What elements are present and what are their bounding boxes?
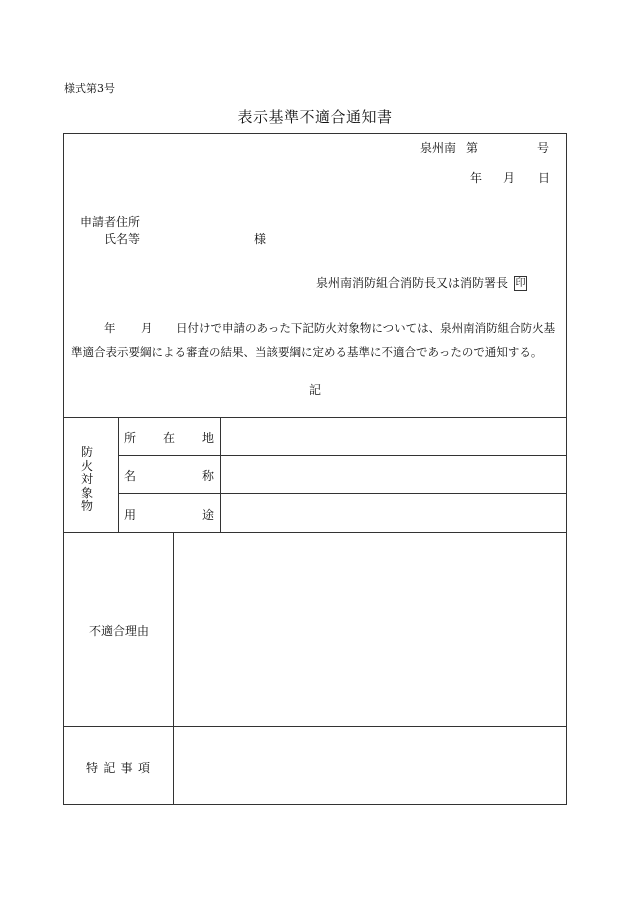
row-location-char: 在 <box>162 431 175 445</box>
document-title: 表示基準不適合通知書 <box>237 108 393 126</box>
special-notes-char: 記 <box>103 761 116 775</box>
applicant-address-label: 申請者住所 <box>80 215 141 229</box>
notice-line1: 日付けで申請のあった下記防火対象物については、泉州南消防組合防火基 <box>176 321 556 335</box>
special-notes-label <box>86 759 150 776</box>
number-go: 号 <box>537 141 550 155</box>
divider-notes-top <box>63 726 567 727</box>
row-location-label <box>124 429 214 446</box>
reason-label: 不適合理由 <box>89 624 150 638</box>
honorific-sama: 様 <box>254 232 267 246</box>
row-name-char: 名 <box>124 469 137 483</box>
row-location-char: 地 <box>201 431 214 445</box>
special-notes-char: 事 <box>120 761 133 775</box>
sender-name: 泉州南消防組合消防長又は消防署長 <box>316 276 509 290</box>
number-dai: 第 <box>466 141 479 155</box>
issuer-prefix: 泉州南 <box>420 141 457 155</box>
sender <box>316 274 527 291</box>
divider-label-col <box>220 417 221 532</box>
special-notes-char: 特 <box>86 761 99 775</box>
applicant-name-label: 氏名等 <box>104 232 141 246</box>
divider-reason-col <box>173 532 174 805</box>
special-notes-char: 項 <box>137 761 150 775</box>
divider-reason-top <box>63 532 567 533</box>
divider-group-col <box>118 417 119 532</box>
seal-mark: 印 <box>515 278 526 289</box>
row-location-char: 所 <box>124 431 137 445</box>
date-day: 日 <box>538 171 551 185</box>
property-group-label: 防火対象物 <box>80 445 93 513</box>
form-number: 様式第3号 <box>64 82 115 95</box>
ki-mark: 記 <box>309 383 322 397</box>
row-use-label <box>124 506 214 523</box>
divider-row-1 <box>118 455 567 456</box>
notice-line2: 準適合表示要綱による審査の結果、当該要綱に定める基準に不適合であったので通知する。 <box>71 345 543 359</box>
row-use-char: 用 <box>124 508 137 522</box>
date-month: 月 <box>503 171 516 185</box>
date-year: 年 <box>470 171 483 185</box>
notice-year: 年 <box>104 321 116 335</box>
row-name-char: 称 <box>201 469 214 483</box>
row-name-label <box>124 467 214 484</box>
row-use-char: 途 <box>201 508 214 522</box>
divider-table-top <box>63 417 567 418</box>
divider-row-2 <box>118 493 567 494</box>
notice-month: 月 <box>141 321 153 335</box>
